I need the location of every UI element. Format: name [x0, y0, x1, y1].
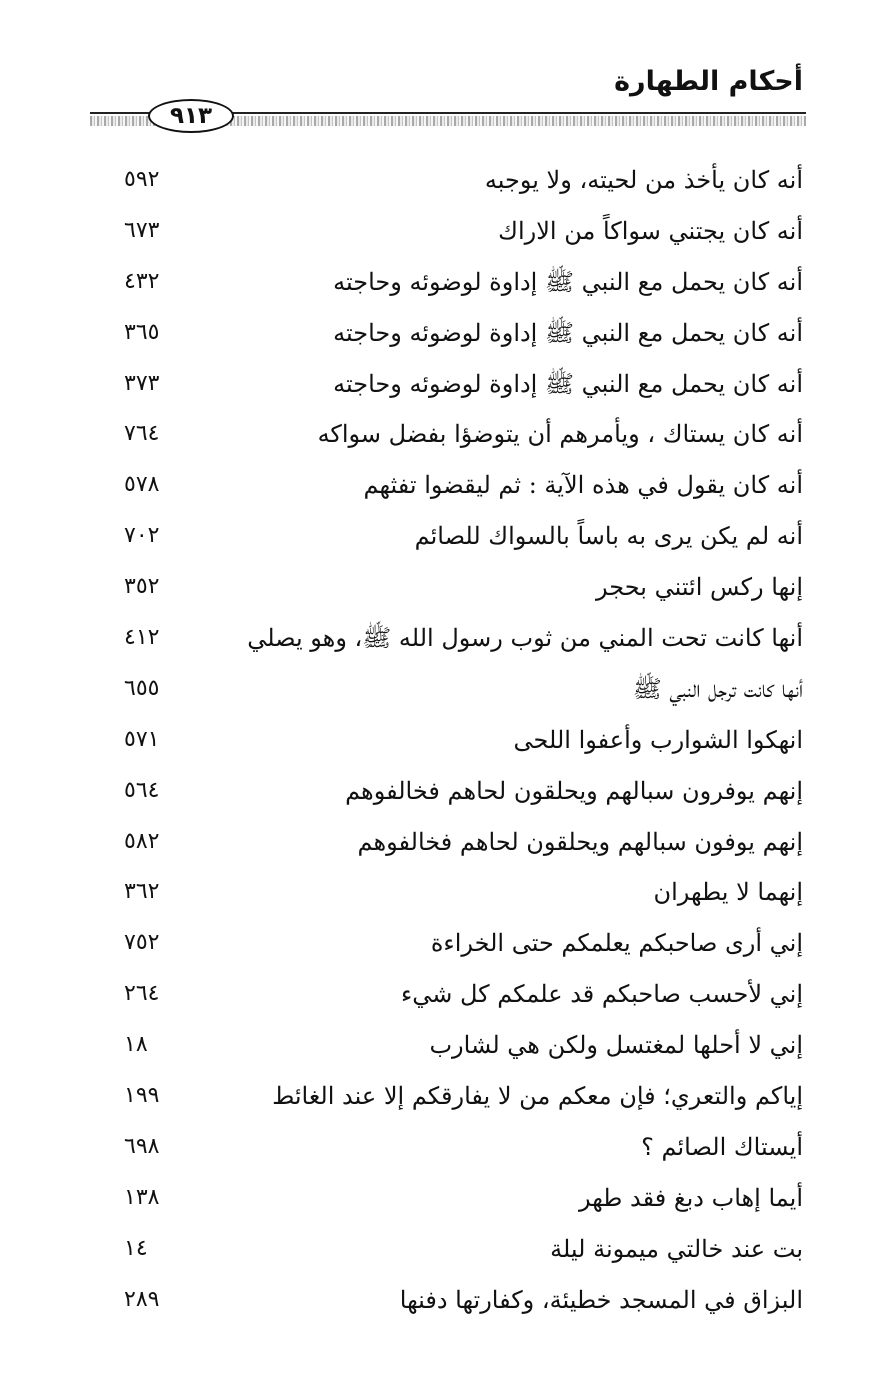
entry-text: أنه كان يحمل مع النبي ﷺ إداوة لوضوئه وحاجته [333, 318, 803, 347]
entry-page-number: ٥٨٢ [124, 828, 160, 854]
running-header-title: أحكام الطهارة [614, 66, 803, 97]
index-entry [0, 257, 873, 308]
entry-page-number: ٦٧٣ [124, 217, 160, 243]
index-entry [0, 511, 873, 562]
index-entry [0, 155, 873, 206]
index-entry [0, 1020, 873, 1071]
index-entry [0, 1224, 873, 1275]
entry-text: أنه كان يجتني سواكاً من الاراك [498, 216, 803, 245]
entry-page-number: ٣٥٢ [124, 574, 160, 600]
index-entry [0, 664, 873, 715]
entry-text: إنهما لا يطهران [653, 878, 803, 907]
entry-text: إنها ركس ائتني بحجر [596, 573, 803, 602]
entry-text: البزاق في المسجد خطيئة، وكفارتها دفنها [399, 1285, 803, 1314]
entry-page-number: ٦٥٥ [124, 675, 160, 701]
hadith-index-list [0, 155, 873, 1325]
entry-text: بت عند خالتي ميمونة ليلة [550, 1234, 803, 1263]
index-entry [0, 1275, 873, 1326]
page-number-badge: ٩١٣ [148, 99, 234, 133]
entry-text: أيما إهاب دبغ فقد طهر [578, 1183, 803, 1212]
index-entry [0, 562, 873, 613]
entry-page-number: ٧٥٢ [124, 930, 160, 956]
entry-page-number: ١٣٨ [124, 1184, 160, 1210]
entry-text: إنهم يوفون سبالهم ويحلقون لحاهم فخالفوهم [357, 827, 803, 856]
entry-page-number: ٥٧٨ [124, 472, 160, 498]
index-entry [0, 817, 873, 868]
index-entry [0, 715, 873, 766]
entry-text: أيستاك الصائم ؟ [641, 1132, 803, 1161]
entry-page-number: ٢٨٩ [124, 1286, 160, 1312]
index-entry [0, 969, 873, 1020]
entry-text: أنها كانت تحت المني من ثوب رسول الله ﷺ، وهو يصلي [247, 624, 803, 653]
entry-page-number: ٧٠٢ [124, 523, 160, 549]
index-entry [0, 308, 873, 359]
entry-text: إني لأحسب صاحبكم قد علمكم كل شيء [400, 980, 803, 1009]
entry-text: أنه كان يستاك ، ويأمرهم أن يتوضؤا بفضل سواكه [317, 420, 803, 449]
index-entry [0, 766, 873, 817]
index-entry [0, 613, 873, 664]
index-entry [0, 409, 873, 460]
entry-page-number: ٢٦٤ [124, 981, 160, 1007]
entry-page-number: ٧٦٤ [124, 421, 160, 447]
entry-text: إنهم يوفرون سبالهم ويحلقون لحاهم فخالفوهم [345, 776, 803, 805]
entry-page-number: ١٩٩ [124, 1083, 160, 1109]
entry-text: أنه كان يأخذ من لحيته، ولا يوجبه [484, 166, 803, 194]
entry-page-number: ١٤ [124, 1235, 148, 1261]
index-entry [0, 867, 873, 918]
entry-page-number: ٣٧٣ [124, 370, 160, 396]
entry-page-number: ٥٧١ [124, 726, 160, 752]
entry-text: إني أرى صاحبكم يعلمكم حتى الخراءة [430, 929, 803, 958]
entry-text: أنه لم يكن يرى به باساً بالسواك للصائم [414, 522, 803, 551]
entry-text: أنه كان يقول في هذه الآية : ثم ليقضوا تفثهم [363, 471, 803, 500]
entry-text: أنه كان يحمل مع النبي ﷺ إداوة لوضوئه وحاجته [333, 267, 803, 296]
index-entry [0, 1122, 873, 1173]
entry-text: إياكم والتعري؛ فإن معكم من لا يفارقكم إلا عند الغائط [272, 1082, 803, 1111]
entry-page-number: ٣٦٥ [124, 319, 160, 345]
index-entry [0, 460, 873, 511]
index-entry [0, 206, 873, 257]
entry-text: إني لا أحلها لمغتسل ولكن هي لشارب [429, 1031, 803, 1060]
index-entry [0, 1173, 873, 1224]
entry-text: أنها كانت ترجل النبي ﷺ [632, 674, 803, 703]
entry-page-number: ٤١٢ [124, 625, 160, 651]
entry-text: انهكوا الشوارب وأعفوا اللحى [513, 725, 803, 754]
entry-text: أنه كان يحمل مع النبي ﷺ إداوة لوضوئه وحاجته [333, 369, 803, 398]
index-entry [0, 359, 873, 410]
entry-page-number: ٣٦٢ [124, 879, 160, 905]
entry-page-number: ١٨ [124, 1032, 148, 1058]
index-entry [0, 1071, 873, 1122]
index-entry [0, 918, 873, 969]
entry-page-number: ٦٩٨ [124, 1133, 160, 1159]
entry-page-number: ٤٣٢ [124, 268, 160, 294]
entry-page-number: ٥٩٢ [124, 167, 160, 192]
entry-page-number: ٥٦٤ [124, 777, 160, 803]
